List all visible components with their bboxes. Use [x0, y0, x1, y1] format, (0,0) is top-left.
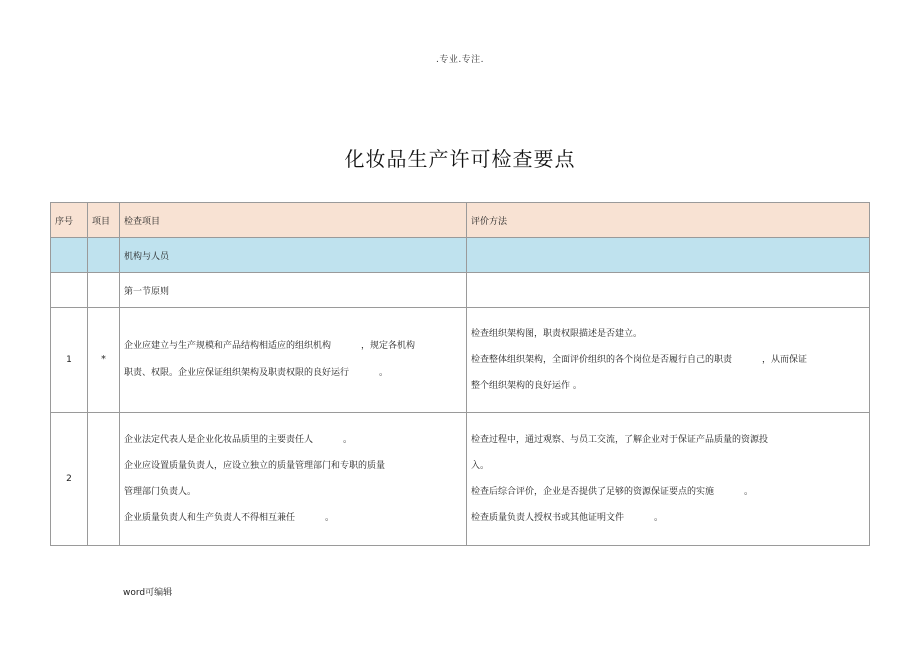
- table-row: [51, 413, 870, 546]
- row-seq: 2: [51, 413, 88, 546]
- method-line: 整个组织架构的良好运作 。: [471, 381, 582, 391]
- document-title: 化妆品生产许可检查要点: [344, 147, 576, 171]
- row-seq: 1: [51, 308, 88, 413]
- method-line: 检查整体组织架构，全面评价组织的各个岗位是否履行自己的职责 ，从而保证: [471, 355, 808, 365]
- check-line: 企业法定代表人是企业化妆品质里的主要责任人 。: [124, 435, 353, 445]
- header-seq: 序号: [51, 203, 88, 238]
- check-line: 企业质量负责人和生产负责人不得相互兼任 。: [124, 513, 335, 523]
- table-header-row: [51, 203, 870, 238]
- method-line: 检查组织架构图，职责权限描述是否建立。: [471, 329, 643, 339]
- section-cell-empty: [88, 238, 120, 273]
- check-line: 企业应设置质量负责人，应设立独立的质量管理部门和专职的质量: [124, 461, 386, 471]
- method-line: 检查过程中，通过观察、与员工交流，了解企业对于保证产品质量的资源投: [471, 435, 769, 445]
- subsection-cell-empty: [467, 273, 870, 308]
- section-label: 机构与人员: [120, 238, 467, 273]
- subsection-label: 第一节原则: [120, 273, 467, 308]
- method-line: 入。: [471, 461, 490, 471]
- header-evaluation-method: 评价方法: [467, 203, 870, 238]
- row-evaluation-method: [467, 308, 870, 413]
- section-cell-empty: [51, 238, 88, 273]
- table-row: [51, 308, 870, 413]
- row-key-mark: [88, 413, 120, 546]
- subsection-cell-empty: [51, 273, 88, 308]
- row-evaluation-method: [467, 413, 870, 546]
- check-line: 管理部门负责人。: [124, 487, 197, 497]
- header-item: 项目: [88, 203, 120, 238]
- page-footer-text: word可编辑: [123, 588, 173, 598]
- row-check-item: [120, 413, 467, 546]
- check-line: 职责、权限。企业应保证组织架构及职责权限的良好运行 。: [124, 368, 389, 378]
- subsection-cell-empty: [88, 273, 120, 308]
- header-check-item: 检查项目: [120, 203, 467, 238]
- row-key-mark: *: [88, 308, 120, 413]
- page-header-text: .专业.专注.: [435, 55, 485, 65]
- section-cell-empty: [467, 238, 870, 273]
- method-line: 检查后综合评价，企业是否提供了足够的资源保证要点的实施 。: [471, 487, 754, 497]
- inspection-table: [50, 202, 870, 546]
- subsection-row: [51, 273, 870, 308]
- method-line: 检查质量负责人授权书或其他证明文件 。: [471, 513, 664, 523]
- row-check-item: [120, 308, 467, 413]
- check-line: 企业应建立与生产规模和产品结构相适应的组织机构 ，规定各机构: [124, 341, 416, 351]
- section-row: [51, 238, 870, 273]
